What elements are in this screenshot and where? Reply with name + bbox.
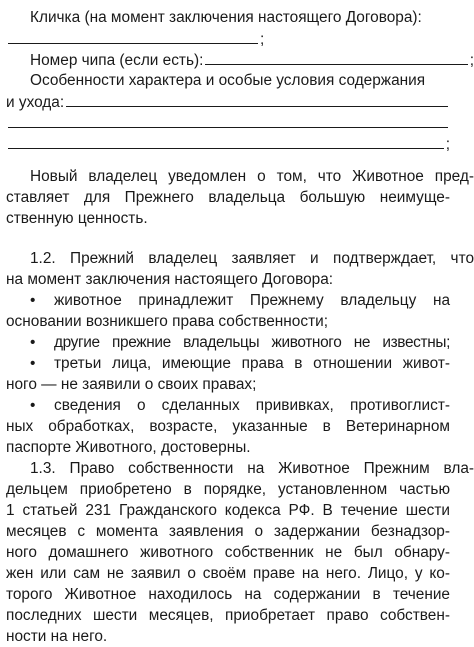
character-field-row (6, 92, 450, 112)
character-label-cont: и ухода: (6, 94, 65, 111)
nickname-field-row: ; (6, 29, 450, 49)
bullet-marker: • (30, 334, 36, 351)
bullet-text-cont: основании возникшего права собственности; (6, 313, 328, 330)
section-1-2-line: на момент заключения настоящего Договора: (6, 271, 334, 288)
bullet-text-cont: паспорте Животного, достоверны. (6, 439, 251, 456)
character-blank-line-1[interactable] (66, 92, 448, 107)
bullet-item (6, 396, 450, 416)
bullet-text: другие прежние владельцы животного не известны; (54, 334, 450, 351)
bullet-text-cont: ных обработках, возрасте, указанные в Ветеринарном (6, 418, 450, 435)
chip-field-row: Номер чипа (если есть): ; (30, 52, 474, 69)
section-1-3-line: месяцев с момента заявления о задержании безнадзор- (6, 523, 450, 540)
character-label: Особенности характера и особые условия содержания (30, 72, 426, 89)
bullet-marker: • (30, 397, 36, 414)
section-1-3-line: 1 статьей 231 Гражданского кодекса РФ. В течение шести (6, 502, 450, 519)
character-field-row-2 (6, 113, 450, 133)
section-1-3-line: жен или сам не заявил о своём праве на него. Лицо, у ко- (6, 565, 450, 582)
section-1-2-line: 1.2. Прежний владелец заявляет и подтверждает, что (30, 250, 474, 267)
nickname-label: Кличка (на момент заключения настоящего Договора): (30, 9, 422, 26)
bullet-text-cont: ного — не заявили о своих правах; (6, 376, 257, 393)
nickname-blank-line[interactable] (8, 29, 258, 44)
bullet-marker: • (30, 292, 36, 309)
bullet-text: сведения о сделанных прививках, противоглист- (54, 397, 450, 414)
section-1-3-line: 1.3. Право собственности на Животное Прежним вла- (30, 460, 474, 477)
paragraph-line: Новый владелец уведомлен о том, что Животное пред- (30, 168, 474, 185)
chip-label: Номер чипа (если есть): (30, 52, 204, 69)
bullet-marker: • (30, 355, 36, 372)
bullet-item (6, 354, 450, 374)
bullet-item (6, 291, 450, 311)
section-1-3-line: торого Животное находилось на содержании в течение (6, 586, 450, 603)
bullet-item (6, 333, 450, 353)
section-1-3-line: ности на него. (6, 628, 108, 645)
character-blank-line-3[interactable] (8, 134, 444, 149)
chip-blank-line[interactable] (205, 50, 467, 65)
section-1-3-line: ного домашнего животного собственник не был обнару- (6, 544, 450, 561)
bullet-text: третьи лица, имеющие права в отношении живот- (54, 355, 450, 372)
character-blank-line-2[interactable] (8, 113, 448, 128)
section-1-3-line: дельцем приобретено в порядке, установленном частью (6, 481, 450, 498)
paragraph-line: ставляет для Прежнего владельца большую неимуще- (6, 189, 450, 206)
bullet-text: животное принадлежит Прежнему владельцу на (54, 292, 450, 309)
section-1-3-line: последних шести месяцев, приобретает право собствен- (6, 607, 450, 624)
paragraph-line: ственную ценность. (6, 210, 148, 227)
character-field-row-3: ; (6, 134, 450, 154)
